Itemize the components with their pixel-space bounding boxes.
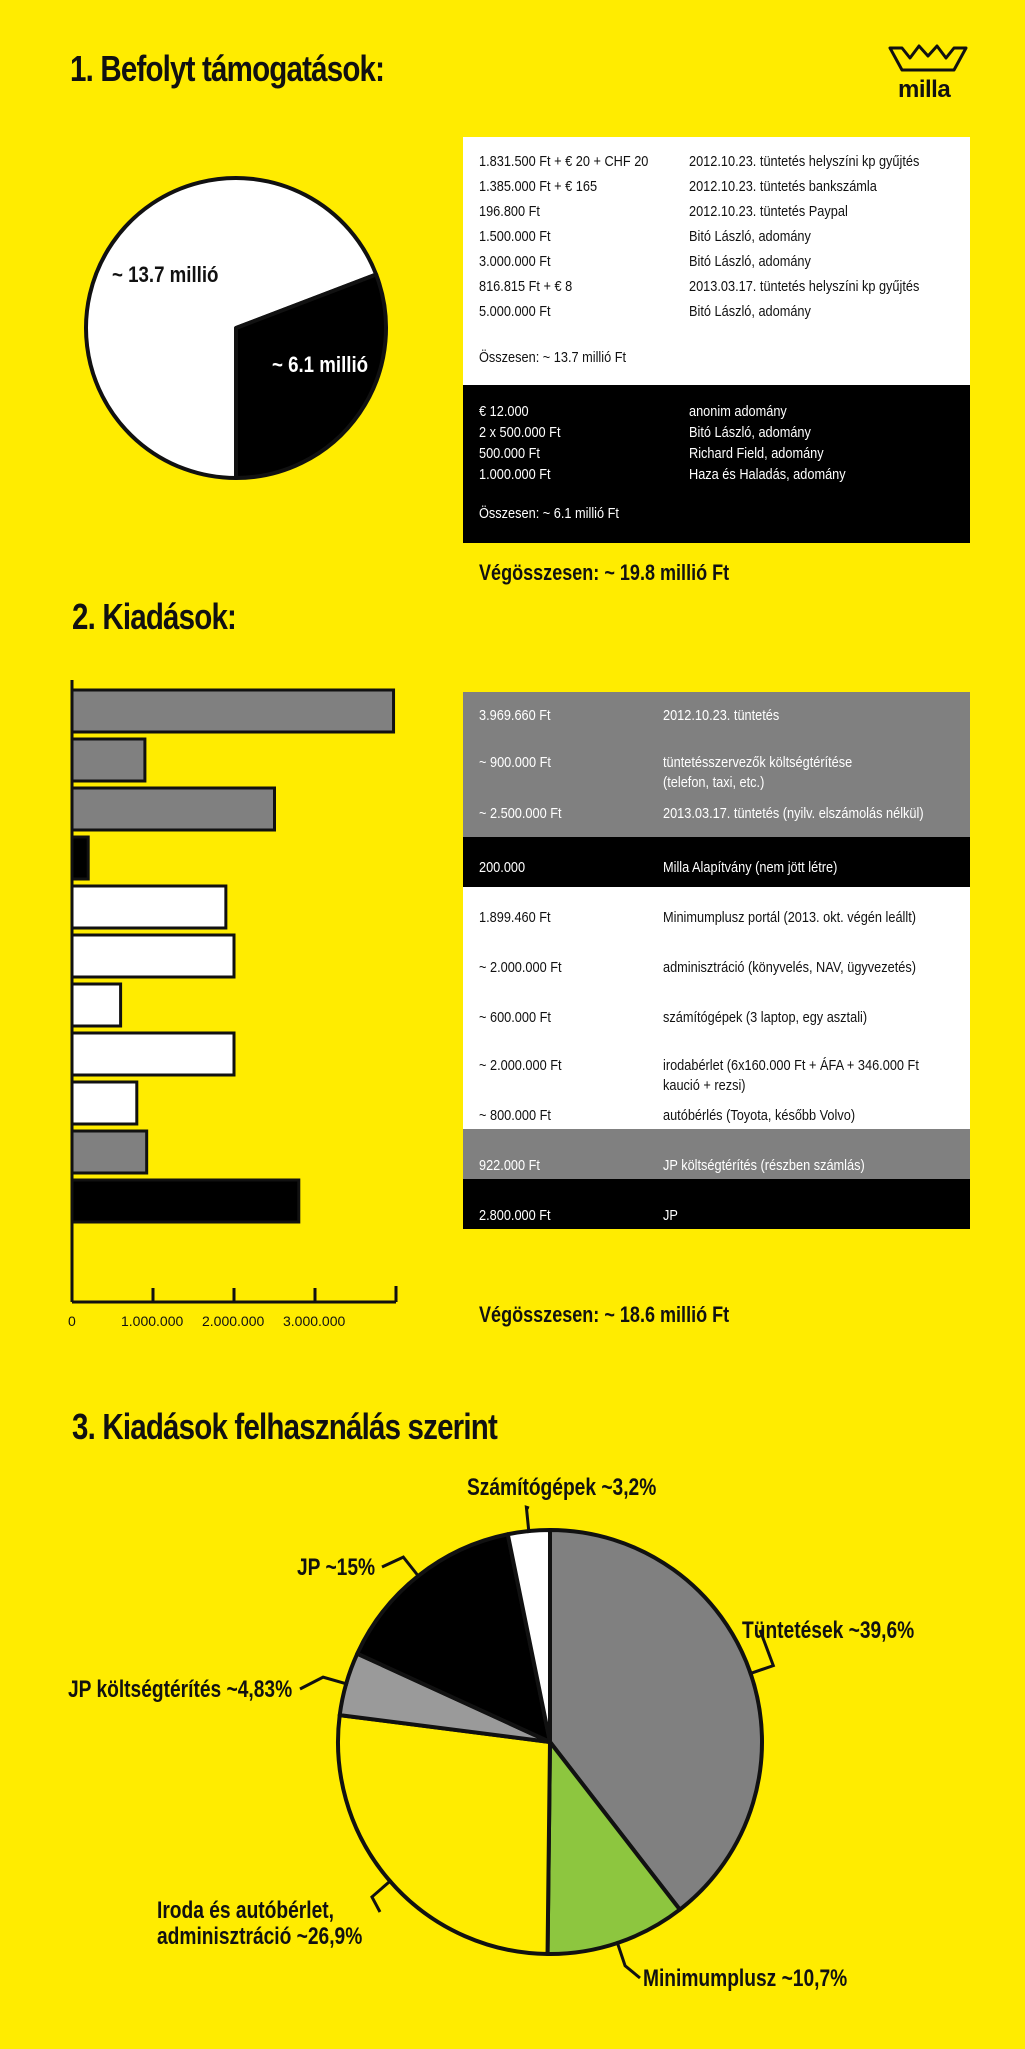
- expense-amount: ~ 800.000 Ft: [479, 1107, 551, 1124]
- expenses-grand-total: Végösszesen: ~ 18.6 millió Ft: [479, 1302, 730, 1327]
- pie3-label: Minimumplusz ~10,7%: [643, 1963, 848, 1992]
- income-desc: Bitó László, adomány: [689, 303, 811, 320]
- bar: [72, 1180, 299, 1222]
- expense-amount: 3.969.660 Ft: [479, 707, 551, 724]
- income-amount: 1.831.500 Ft + € 20 + CHF 20: [479, 153, 649, 170]
- pie3-slice-2: [338, 1715, 550, 1954]
- pie1-label-1: ~ 6.1 millió: [272, 353, 369, 378]
- bar: [72, 788, 275, 830]
- pie-chart-income: [60, 170, 420, 488]
- pie3-label: adminisztráció ~26,9%: [157, 1921, 363, 1950]
- pie3-leader: [617, 1941, 640, 1978]
- pie3-label: JP költségtérítés ~4,83%: [68, 1674, 293, 1703]
- bar: [72, 984, 121, 1026]
- income-grand-total: Végösszesen: ~ 19.8 millió Ft: [479, 560, 730, 585]
- bar-chart-expenses: [50, 670, 430, 1330]
- expense-desc: 2012.10.23. tüntetés: [663, 707, 780, 724]
- bar: [72, 1033, 234, 1075]
- expense-desc: 2013.03.17. tüntetés (nyilv. elszámolás nélkül): [663, 805, 924, 822]
- income-black-panel: [463, 385, 970, 543]
- expense-desc: JP: [663, 1207, 678, 1224]
- expense-amount: ~ 2.500.000 Ft: [479, 805, 562, 822]
- black-total: Összesen: ~ 6.1 millió Ft: [479, 505, 619, 522]
- white-total: Összesen: ~ 13.7 millió Ft: [479, 349, 627, 366]
- x-tick-label: 2.000.000: [202, 1313, 265, 1329]
- pie3-label: Iroda és autóbérlet,: [157, 1895, 335, 1924]
- bar: [72, 1082, 137, 1124]
- income-desc: Bitó László, adomány: [689, 228, 811, 245]
- income-amount: 1.385.000 Ft + € 165: [479, 178, 598, 195]
- section3-title: 3. Kiadások felhasználás szerint: [72, 1406, 497, 1447]
- donation-desc: Richard Field, adomány: [689, 445, 824, 462]
- expense-desc: Milla Alapítvány (nem jött létre): [663, 859, 838, 876]
- donation-desc: anonim adomány: [689, 403, 787, 420]
- logo-text: milla: [898, 76, 951, 103]
- bar: [72, 837, 88, 879]
- expense-amount: ~ 2.000.000 Ft: [479, 1057, 562, 1074]
- x-tick-label: 1.000.000: [121, 1313, 184, 1329]
- donation-amount: 2 x 500.000 Ft: [479, 424, 561, 441]
- pie3-leader: [300, 1677, 348, 1689]
- expense-amount: ~ 2.000.000 Ft: [479, 959, 562, 976]
- expense-desc: Minimumplusz portál (2013. okt. végén leállt): [663, 909, 916, 926]
- expense-desc-cont: (telefon, taxi, etc.): [663, 774, 765, 791]
- income-desc: Bitó László, adomány: [689, 253, 811, 270]
- pie3-label: Számítógépek ~3,2%: [467, 1472, 657, 1501]
- donation-amount: 500.000 Ft: [479, 445, 540, 462]
- section2-title: 2. Kiadások:: [72, 596, 237, 637]
- pie3-leader: [526, 1507, 529, 1533]
- income-amount: 816.815 Ft + € 8: [479, 278, 573, 295]
- expense-desc: tüntetésszervezők költségtérítése: [663, 754, 853, 771]
- income-amount: 1.500.000 Ft: [479, 228, 551, 245]
- expense-amount: 922.000 Ft: [479, 1157, 540, 1174]
- pie3-label: JP ~15%: [297, 1552, 376, 1581]
- boat-icon: [888, 42, 968, 76]
- income-desc: 2012.10.23. tüntetés Paypal: [689, 203, 848, 220]
- pie-chart-usage: [0, 1460, 1025, 2049]
- expense-amount: ~ 900.000 Ft: [479, 754, 551, 771]
- expense-amount: ~ 600.000 Ft: [479, 1009, 551, 1026]
- expense-desc: irodabérlet (6x160.000 Ft + ÁFA + 346.000 Ft: [663, 1057, 919, 1074]
- donation-amount: € 12.000: [479, 403, 529, 420]
- income-desc: 2012.10.23. tüntetés bankszámla: [689, 178, 877, 195]
- pie3-label: Tüntetések ~39,6%: [742, 1615, 915, 1644]
- expense-desc: JP költségtérítés (részben számlás): [663, 1157, 865, 1174]
- pie1-label-0: ~ 13.7 millió: [112, 263, 219, 288]
- expense-desc: adminisztráció (könyvelés, NAV, ügyvezetés): [663, 959, 916, 976]
- income-white-panel: [463, 137, 970, 385]
- expense-amount: 200.000: [479, 859, 526, 876]
- income-amount: 5.000.000 Ft: [479, 303, 551, 320]
- bar: [72, 935, 234, 977]
- income-desc: 2013.03.17. tüntetés helyszíni kp gyűjtés: [689, 278, 920, 295]
- section1-title: 1. Befolyt támogatások:: [70, 48, 385, 89]
- expense-desc-cont: kaució + rezsi): [663, 1077, 746, 1094]
- income-amount: 196.800 Ft: [479, 203, 540, 220]
- expenses-panel: [463, 692, 970, 1242]
- expense-desc: számítógépek (3 laptop, egy asztali): [663, 1009, 868, 1026]
- donation-desc: Haza és Haladás, adomány: [689, 466, 846, 483]
- bar: [72, 1131, 147, 1173]
- expense-amount: 1.899.460 Ft: [479, 909, 551, 926]
- income-desc: 2012.10.23. tüntetés helyszíni kp gyűjtés: [689, 153, 920, 170]
- x-tick-label: 3.000.000: [283, 1313, 346, 1329]
- milla-logo: [888, 42, 968, 106]
- income-amount: 3.000.000 Ft: [479, 253, 551, 270]
- donation-amount: 1.000.000 Ft: [479, 466, 551, 483]
- x-tick-label: 0: [68, 1313, 76, 1329]
- expense-amount: 2.800.000 Ft: [479, 1207, 551, 1224]
- expense-desc: autóbérlés (Toyota, később Volvo): [663, 1107, 856, 1124]
- bar: [72, 690, 394, 732]
- pie3-leader: [382, 1557, 419, 1577]
- donation-desc: Bitó László, adomány: [689, 424, 811, 441]
- bar: [72, 886, 226, 928]
- bar: [72, 739, 145, 781]
- pie3-leader: [372, 1880, 392, 1912]
